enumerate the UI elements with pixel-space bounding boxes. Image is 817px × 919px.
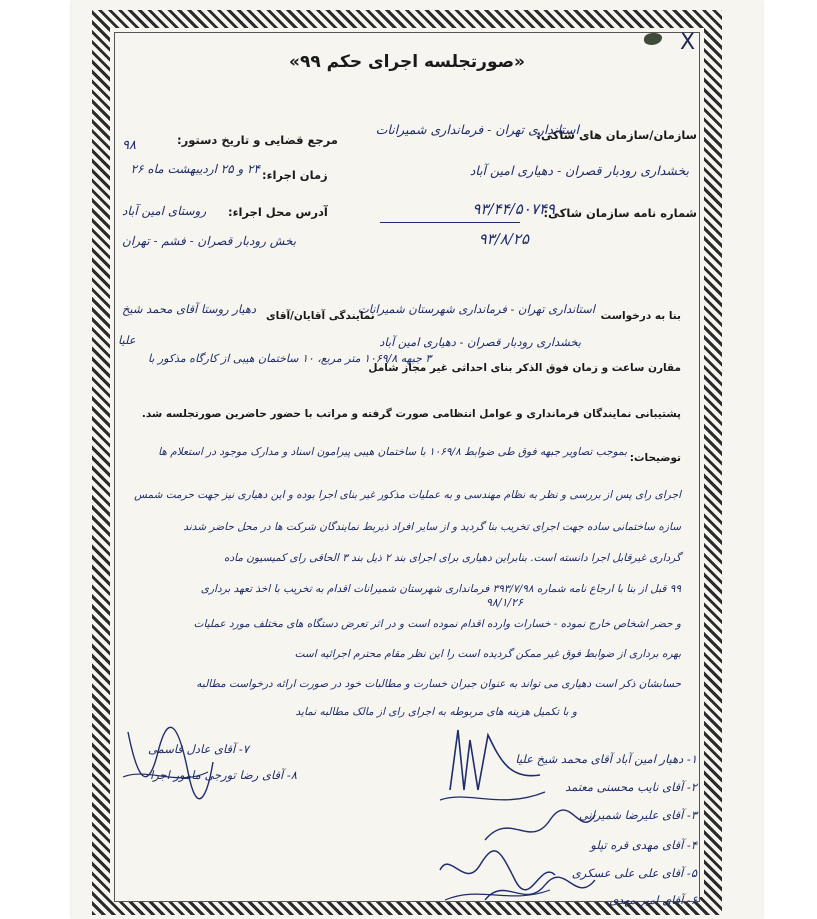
execution-time-value: ۲۴ و ۲۵ اردیبهشت ماه ۲۶	[130, 162, 260, 176]
execution-address-value: روستای امین آباد	[122, 204, 207, 218]
para1-part-a: بنا به درخواست	[600, 310, 681, 322]
para1-handwritten-d: ۳ جبهه ۱۰۶۹/۸ متر مربع، ۱۰ ساختمان هیبی از کارگاه مذکور با	[148, 352, 432, 365]
para1-part-b: نمایندگی آقایان/آقای	[266, 310, 375, 322]
explanation-line: ۹۹ قبل از بنا با ارجاع نامه شماره ۳۹۳/۷/۹۸ فرمانداری شهرستان شمیرانات اقدام به تخریب با اخذ تعهد برداری	[200, 583, 681, 595]
attendee-item: ۱- دهیار امین آباد آقای محمد شیخ علیا	[515, 752, 697, 766]
letter-number-label: شماره نامه سازمان شاکی:	[543, 206, 697, 220]
para1-part-c: مقارن ساعت و زمان فوق الذکر بنای احداثی غیر مجاز شامل	[368, 362, 681, 374]
para1-handwritten-a: استانداری تهران - فرمانداری شهرستان شمیرانات	[357, 302, 595, 316]
attendee-item: ۶- آقای امیر مهدی	[609, 893, 697, 907]
letter-number-value: ۹۳/۴۴/۵۰۷۴۹	[472, 200, 555, 218]
attendee-item: ۷- آقای عادل قاسمی	[148, 742, 249, 756]
complainant-value-2: بخشداری رودبار قصران - دهیاری امین آباد	[469, 163, 689, 178]
para1-handwritten-c2: علیا	[118, 333, 136, 347]
attendee-item: ۳- آقای علیرضا شمیرانی	[578, 808, 697, 822]
para1-handwritten-b: دهیار روستا آقای محمد شیخ	[122, 302, 257, 316]
underline	[380, 222, 520, 223]
attendee-item: ۸- آقای رضا تورجی مامور اجرا	[150, 768, 297, 782]
attendee-item: ۲- آقای نایب محسنی معتمد	[565, 780, 697, 794]
signature-scribble	[480, 870, 600, 915]
explanation-line: اجرای رای پس از بررسی و نظر به نظام مهندسی و به عملیات مذکور غیر بنای اجرا بوده و این دهیاری نیز جهت حرمت شمس	[134, 489, 681, 501]
explanation-date: ۹۸/۱/۲۶	[486, 596, 523, 609]
complainant-label: سازمان/سازمان های شاکی:	[536, 128, 697, 142]
execution-address-label: آدرس محل اجراء:	[228, 205, 328, 219]
corner-mark: X	[680, 30, 696, 55]
signature-scribble	[430, 720, 550, 810]
letter-date-value: ۹۳/۸/۲۵	[478, 230, 529, 248]
explanation-line: و حضر اشخاص خارج نموده - خسارات وارده اقدام نموده است و در اثر تعرض دستگاه های مختلف مورد عملیات	[193, 618, 681, 630]
explanation-line: حسابشان ذکر است دهیاری می تواند به عنوان جبران خسارت و مطالبات خود در صورت ارائه درخواست مطالبه	[196, 678, 681, 690]
signature-scribble	[118, 722, 218, 802]
para1-handwritten-c: بخشداری رودبار قصران - دهیاری امین آباد	[379, 335, 581, 349]
explanation-line: بهره برداری از ضوابط فوق غیر ممکن گردیده است را این نظر مقام محترم اجرائیه است	[294, 648, 681, 660]
judicial-ref-value: ۹۸	[122, 138, 136, 153]
explanation-line: گرداری غیرقابل اجرا دانسته است. بنابراین دهیاری برای اجرای بند ۲ ذیل بند ۳ الحاقی رای کمیسیون ماده	[223, 552, 681, 564]
execution-address-value-2: بخش رودبار قصران - فشم - تهران	[122, 234, 297, 248]
execution-time-label: زمان اجراء:	[262, 168, 328, 182]
document-title: «صورتجلسه اجرای حکم ۹۹»	[288, 52, 526, 72]
complainant-value: استانداری تهران - فرمانداری شمیرانات	[375, 122, 579, 137]
attendee-item: ۴- آقای مهدی قره تپلو	[590, 838, 697, 852]
attendee-item: ۵- آقای علی علی عسکری	[571, 866, 697, 880]
explanation-line: و با تکمیل هزینه های مربوطه به اجرای رای از مالک مطالبه نماید	[295, 706, 577, 718]
para1-part-d: پشتیبانی نمایندگان فرمانداری و عوامل انتظامی صورت گرفته و مراتب با حضور حاضرین صورتجلسه شد.	[141, 408, 681, 420]
explanation-line: بموجب تصاویر جبهه فوق طی ضوابط ۱۰۶۹/۸ با ساختمان هیبی پیرامون اسناد و مدارک موجود در استعلام ها	[158, 446, 627, 458]
explanations-label: توضیحات:	[629, 452, 681, 464]
judicial-ref-label: مرجع قضایی و تاریخ دستور:	[177, 133, 338, 147]
explanation-line: سازه ساختمانی ساده جهت اجرای تخریب بنا گردید و از سایر افراد ذیربط نمایندگان شرکت ها در محل حاضر شدند	[183, 521, 681, 533]
